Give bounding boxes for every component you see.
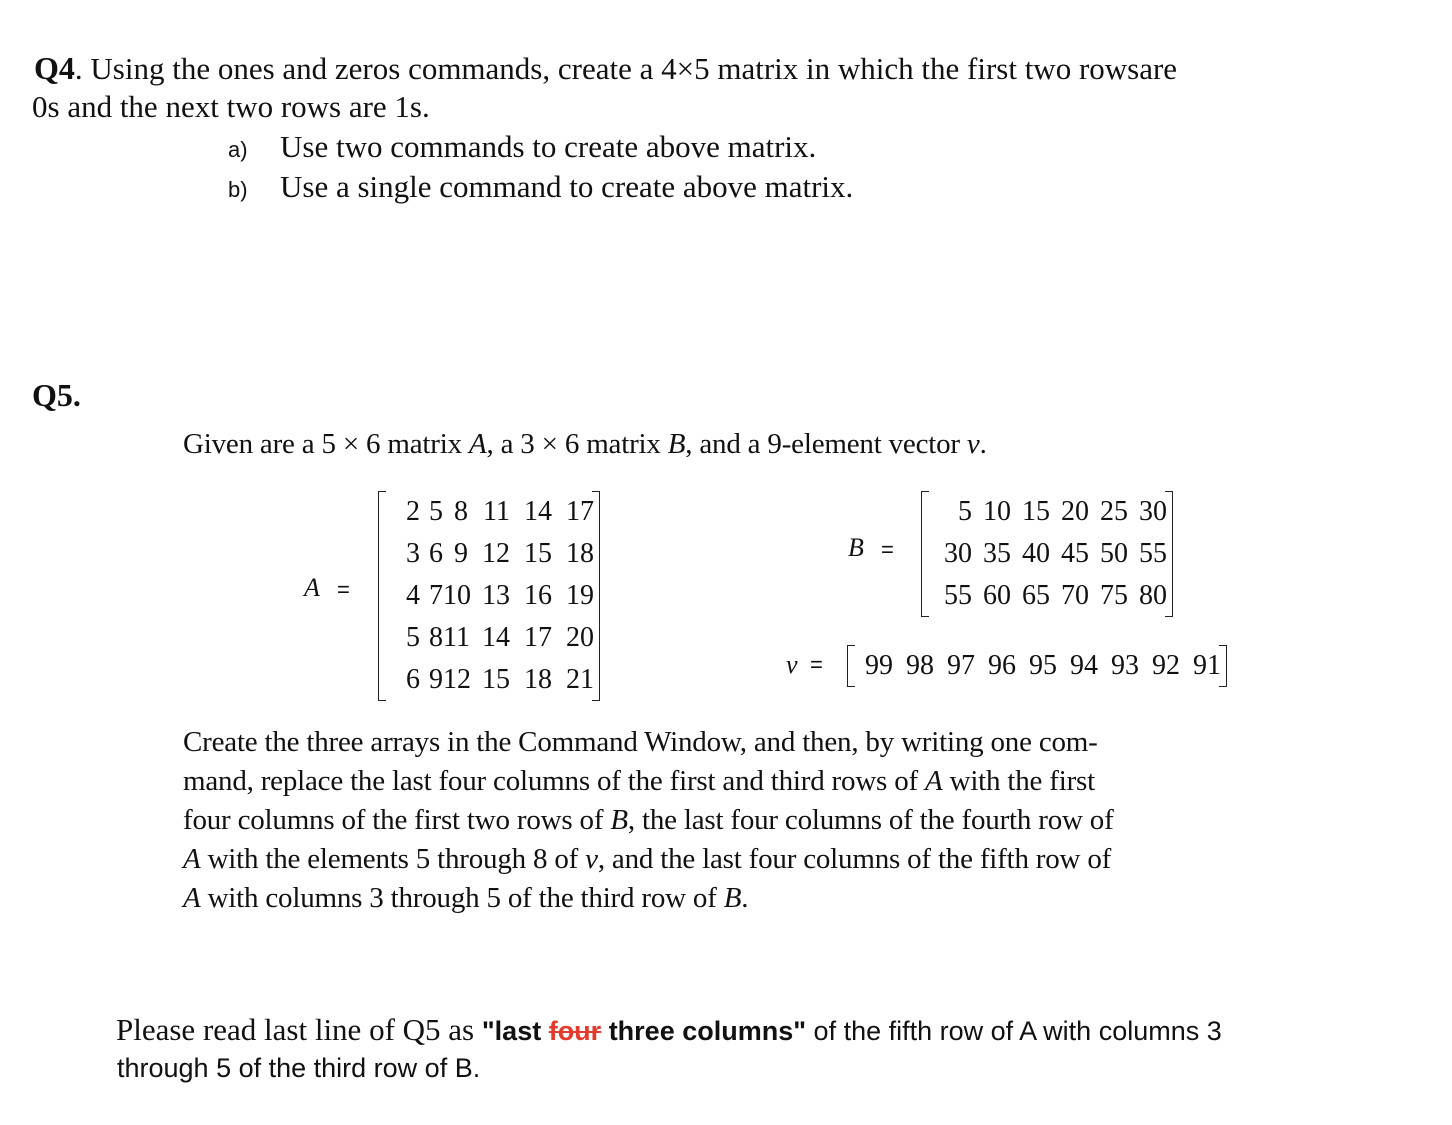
q4-label: Q4 bbox=[34, 50, 75, 86]
q5-body-line-2 bbox=[183, 762, 1095, 801]
note-quote-open: " bbox=[481, 1016, 495, 1046]
matrix-B-cell: 35 bbox=[983, 538, 1011, 569]
q5-label: Q5. bbox=[32, 377, 81, 413]
q4-item-b-text: Use a single command to create above matrix. bbox=[280, 169, 854, 204]
q5-body-3a: four columns of the first two rows of bbox=[183, 804, 611, 836]
matrix-A-cell: 13 bbox=[482, 580, 510, 611]
q5-body-2b: A bbox=[925, 765, 943, 797]
vector-v-cell: 94 bbox=[1070, 650, 1098, 681]
q5-intro-A: A bbox=[468, 428, 487, 460]
note-rest-1: of the fifth row of A with columns 3 bbox=[806, 1016, 1222, 1046]
matrix-B-cell: 10 bbox=[983, 496, 1011, 527]
matrix-A-row bbox=[378, 533, 600, 575]
vector-v-equals: = bbox=[810, 652, 823, 677]
q5-body-4b: with the elements 5 through 8 of bbox=[200, 843, 586, 875]
q4-item-b-marker: b) bbox=[228, 177, 248, 202]
matrix-A-cell: 3 bbox=[406, 538, 420, 569]
matrix-A-rows bbox=[378, 491, 600, 701]
matrix-B-cell: 40 bbox=[1022, 538, 1050, 569]
q5-body-3c: , the last four columns of the fourth row of bbox=[627, 804, 1114, 836]
matrix-A-cell: 5 bbox=[406, 622, 420, 653]
matrix-A-cell: 2 bbox=[406, 496, 420, 527]
matrix-A-cell: 10 bbox=[443, 580, 471, 611]
q4-item-a-text: Use two commands to create above matrix. bbox=[280, 129, 817, 164]
matrix-B-cell: 45 bbox=[1061, 538, 1089, 569]
matrix-B bbox=[921, 491, 1173, 617]
matrix-B-name: B bbox=[848, 533, 864, 562]
matrix-B-cell: 50 bbox=[1100, 538, 1128, 569]
matrix-A-row bbox=[378, 659, 600, 701]
matrix-A-cell: 9 bbox=[429, 664, 443, 695]
matrix-B-cell: 55 bbox=[1139, 538, 1167, 569]
matrix-A-cell: 8 bbox=[429, 622, 443, 653]
matrix-A-cell: 6 bbox=[429, 538, 443, 569]
matrix-A-cell: 12 bbox=[443, 664, 471, 695]
q5-intro-text-3: , and a 9-element vector bbox=[685, 428, 967, 460]
matrix-A-cell: 21 bbox=[566, 664, 594, 695]
q5-body-line-1: Create the three arrays in the Command Window, and then, by writing one com- bbox=[183, 726, 1098, 758]
q5-body-3b: B bbox=[610, 804, 628, 836]
q5-body-line-3 bbox=[183, 801, 1114, 840]
vector-v-cell: 91 bbox=[1193, 650, 1221, 681]
matrix-A-cell: 17 bbox=[566, 496, 594, 527]
vector-v-cell: 93 bbox=[1111, 650, 1139, 681]
matrix-B-cell: 80 bbox=[1139, 580, 1167, 611]
q5-intro bbox=[183, 425, 987, 464]
matrix-A-cell: 18 bbox=[524, 664, 552, 695]
matrix-A-cell: 12 bbox=[482, 538, 510, 569]
q5-intro-v: v bbox=[966, 428, 980, 460]
matrix-A-cell: 11 bbox=[443, 622, 470, 653]
q5-intro-text-1: Given are a 5 × 6 matrix bbox=[183, 428, 469, 460]
q5-body-5c: B bbox=[723, 882, 742, 914]
q5-intro-text-4: . bbox=[979, 428, 987, 460]
matrix-B-cell: 70 bbox=[1061, 580, 1089, 611]
q4-text-1: . Using the ones and zeros commands, create a 4×5 matrix in which the first two rowsare bbox=[74, 51, 1178, 86]
q5-body-line-5 bbox=[183, 879, 748, 918]
matrix-A-cell: 8 bbox=[454, 496, 468, 527]
q5-body-5d: . bbox=[741, 882, 749, 914]
q5-intro-text-2: , a 3 × 6 matrix bbox=[486, 428, 668, 460]
matrix-A-cell: 5 bbox=[429, 496, 443, 527]
matrix-A-cell: 14 bbox=[524, 496, 552, 527]
matrix-B-cell: 30 bbox=[944, 538, 972, 569]
matrix-B-cell: 5 bbox=[958, 496, 972, 527]
q5-intro-B: B bbox=[667, 428, 686, 460]
matrix-A-cell: 16 bbox=[524, 580, 552, 611]
matrix-B-cell: 20 bbox=[1061, 496, 1089, 527]
q5-body-2c: with the first bbox=[942, 765, 1095, 797]
matrix-B-cell: 25 bbox=[1100, 496, 1128, 527]
q5-body-line-4 bbox=[183, 840, 1111, 879]
note-line-1 bbox=[116, 1010, 1222, 1051]
q4-item-a bbox=[228, 128, 816, 169]
note-emphasis bbox=[482, 1016, 1222, 1046]
q5-body-5b: with columns 3 through 5 of the third row of bbox=[200, 882, 724, 914]
matrix-A-cell: 18 bbox=[566, 538, 594, 569]
vector-v-row bbox=[847, 645, 1227, 687]
matrix-A-equals: = bbox=[337, 577, 350, 602]
matrix-A bbox=[378, 491, 600, 701]
matrix-A-cell: 11 bbox=[483, 496, 510, 527]
matrix-A-cell: 17 bbox=[524, 622, 552, 653]
matrix-A-row bbox=[378, 575, 600, 617]
note-bold-three: three columns bbox=[601, 1016, 794, 1046]
q5-body-4a: A bbox=[183, 843, 201, 875]
note-bold-last: last bbox=[494, 1016, 549, 1046]
vector-v-cell: 96 bbox=[988, 650, 1016, 681]
matrix-B-cell: 30 bbox=[1139, 496, 1167, 527]
note-struck-word: four bbox=[548, 1016, 602, 1046]
q5-body-2a: mand, replace the last four columns of the first and third rows of bbox=[183, 765, 926, 797]
vector-v bbox=[847, 645, 1227, 687]
vector-v-rows bbox=[847, 645, 1227, 687]
matrix-A-cell: 6 bbox=[406, 664, 420, 695]
matrix-A-cell: 20 bbox=[566, 622, 594, 653]
matrix-A-row bbox=[378, 491, 600, 533]
matrix-B-row bbox=[921, 491, 1173, 533]
matrix-A-cell: 15 bbox=[482, 664, 510, 695]
q4-item-a-marker: a) bbox=[228, 137, 248, 162]
vector-v-cell: 99 bbox=[865, 650, 893, 681]
matrix-A-cell: 15 bbox=[524, 538, 552, 569]
matrix-A-name: A bbox=[304, 573, 320, 602]
vector-v-cell: 95 bbox=[1029, 650, 1057, 681]
vector-v-cell: 97 bbox=[947, 650, 975, 681]
vector-v-name: v bbox=[786, 650, 798, 679]
matrix-A-cell: 9 bbox=[454, 538, 468, 569]
matrix-B-rows bbox=[921, 491, 1173, 617]
matrix-A-row bbox=[378, 617, 600, 659]
matrix-B-cell: 75 bbox=[1100, 580, 1128, 611]
note-line-2: through 5 of the third row of B. bbox=[117, 1053, 481, 1083]
q5-body-4c: v bbox=[585, 843, 598, 875]
q4-item-b bbox=[228, 168, 853, 209]
matrix-B-row bbox=[921, 533, 1173, 575]
q5-body-4d: , and the last four columns of the fifth row of bbox=[597, 843, 1112, 875]
note-quote-close: " bbox=[793, 1016, 807, 1046]
matrix-A-cell: 19 bbox=[566, 580, 594, 611]
matrix-B-cell: 55 bbox=[944, 580, 972, 611]
matrix-B-cell: 65 bbox=[1022, 580, 1050, 611]
q4-line-2: 0s and the next two rows are 1s. bbox=[32, 89, 430, 124]
q5-body-5a: A bbox=[183, 882, 201, 914]
vector-v-cell: 98 bbox=[906, 650, 934, 681]
matrix-B-cell: 60 bbox=[983, 580, 1011, 611]
matrix-A-cell: 7 bbox=[429, 580, 443, 611]
matrix-B-equals: = bbox=[881, 537, 894, 562]
matrix-B-row bbox=[921, 575, 1173, 617]
matrix-A-cell: 4 bbox=[406, 580, 420, 611]
note-serif-text: Please read last line of Q5 as bbox=[116, 1012, 482, 1047]
q4-line-1 bbox=[34, 49, 1177, 88]
matrix-B-cell: 15 bbox=[1022, 496, 1050, 527]
matrix-A-cell: 14 bbox=[482, 622, 510, 653]
vector-v-cell: 92 bbox=[1152, 650, 1180, 681]
